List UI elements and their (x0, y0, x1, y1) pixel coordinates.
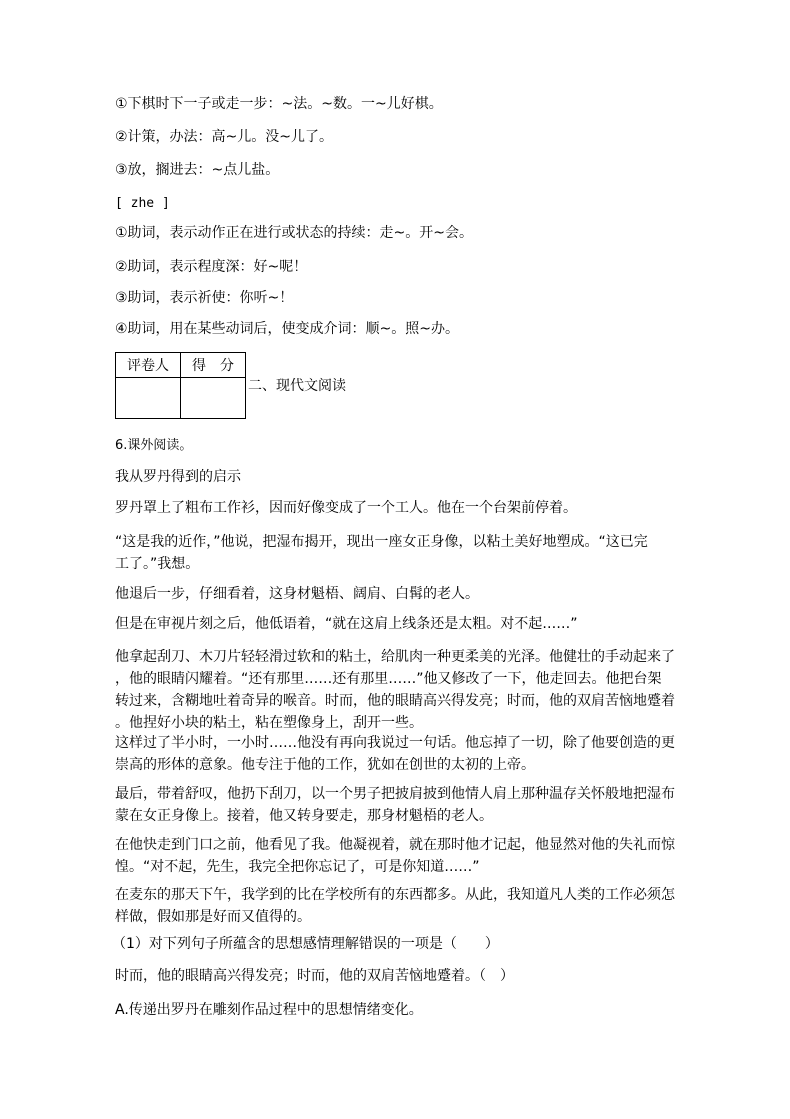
paragraph-line: 工了。”我想。 (115, 556, 200, 572)
score-cell[interactable] (181, 378, 246, 419)
definition-zhe-3: ③助词，表示祈使：你听~！ (115, 290, 294, 306)
passage-title: 我从罗丹得到的启示 (115, 469, 241, 485)
paragraph-line: 他退后一步，仔细看着，这身材魁梧、阔肩、白髯的老人。 (115, 586, 479, 602)
passage-paragraph-1 (115, 497, 685, 519)
passage-paragraph-3 (115, 583, 685, 605)
paragraph-line: 转过来，含糊地吐着奇异的喉音。时而，他的眼睛高兴得发亮；时而，他的双肩苦恼地蹙着 (115, 693, 675, 709)
paragraph-line: 他拿起刮刀、木刀片轻轻滑过软和的粘土，给肌肉一种更柔美的光泽。他健壮的手动起来了 (115, 649, 675, 665)
paragraph-line: 但是在审视片刻之后，他低语着，“就在这肩上线条还是太粗。对不起……” (115, 616, 578, 632)
passage-paragraph-9 (115, 884, 685, 928)
paragraph-line: 在他快走到门口之前，他看见了我。他凝视着，就在那时他才记起，他显然对他的失礼而惊 (115, 837, 675, 853)
definition-zhe-1: ①助词，表示动作正在进行或状态的持续：走~。开~会。 (115, 225, 474, 241)
passage-paragraph-6 (115, 732, 685, 776)
paragraph-line: ，他的眼睛闪耀着。“还有那里……还有那里……”他又修改了一下，他走回去。他把台架 (115, 671, 662, 687)
paragraph-line: 蒙在女正身像上。接着，他又转身要走，那身材魁梧的老人。 (115, 808, 493, 824)
paragraph-line: 惶。“对不起，先生，我完全把你忘记了，可是你知道……” (115, 859, 480, 875)
paragraph-line: 最后，带着舒叹，他扔下刮刀，以一个男子把披肩披到他情人肩上那种温存关怀般地把湿布 (115, 786, 675, 802)
score-table (115, 352, 246, 419)
definition-zhao-1: ①下棋时下一子或走一步：~法。~数。一~儿好棋。 (115, 96, 443, 112)
paragraph-line: 样做，假如那是好而又值得的。 (115, 909, 311, 925)
definition-zhe-4: ④助词，用在某些动词后，使变成介词：顺~。照~办。 (115, 321, 460, 337)
paragraph-line: 这样过了半小时，一小时……他没有再向我说过一句话。他忘掉了一切，除了他要创造的更 (115, 735, 675, 751)
pinyin-zhe: [ zhe ] (115, 196, 170, 211)
definition-zhe-2: ②助词，表示程度深：好~呢！ (115, 259, 308, 275)
passage-paragraph-8 (115, 834, 685, 878)
sub-question: （1）对下列句子所蕴含的思想感情理解错误的一项是（ ） (112, 936, 499, 952)
reviewer-label: 评卷人 (116, 353, 181, 378)
quote-sentence: 时而，他的眼睛高兴得发亮；时而，他的双肩苦恼地蹙着。（ ） (115, 968, 514, 984)
paragraph-line: 在麦东的那天下午，我学到的比在学校所有的东西都多。从此，我知道凡人类的工作必须怎 (115, 887, 675, 903)
option-a[interactable]: A.传递出罗丹在雕刻作品过程中的思想情绪变化。 (115, 1002, 423, 1018)
section-title: 二、现代文阅读 (248, 378, 346, 394)
passage-paragraph-5 (115, 646, 685, 734)
passage-paragraph-7 (115, 783, 685, 827)
score-label: 得 分 (181, 353, 246, 378)
paragraph-line: 崇高的形体的意象。他专注于他的工作，犹如在创世的太初的上帝。 (115, 757, 535, 773)
question-label: 6.课外阅读。 (115, 438, 193, 453)
passage-paragraph-2 (115, 531, 685, 575)
paragraph-line: 。他捏好小块的粘土，粘在塑像身上，刮开一些。 (115, 715, 423, 731)
definition-zhao-3: ③放，搁进去：~点儿盐。 (115, 162, 280, 178)
paragraph-line: “这是我的近作，”他说，把湿布揭开，现出一座女正身像，以粘土美好地塑成。“这已完 (115, 534, 648, 550)
paragraph-line: 罗丹罩上了粗布工作衫，因而好像变成了一个工人。他在一个台架前停着。 (115, 500, 577, 516)
passage-paragraph-4 (115, 613, 685, 635)
definition-zhao-2: ②计策，办法：高~儿。没~儿了。 (115, 129, 334, 145)
reviewer-cell[interactable] (116, 378, 181, 419)
